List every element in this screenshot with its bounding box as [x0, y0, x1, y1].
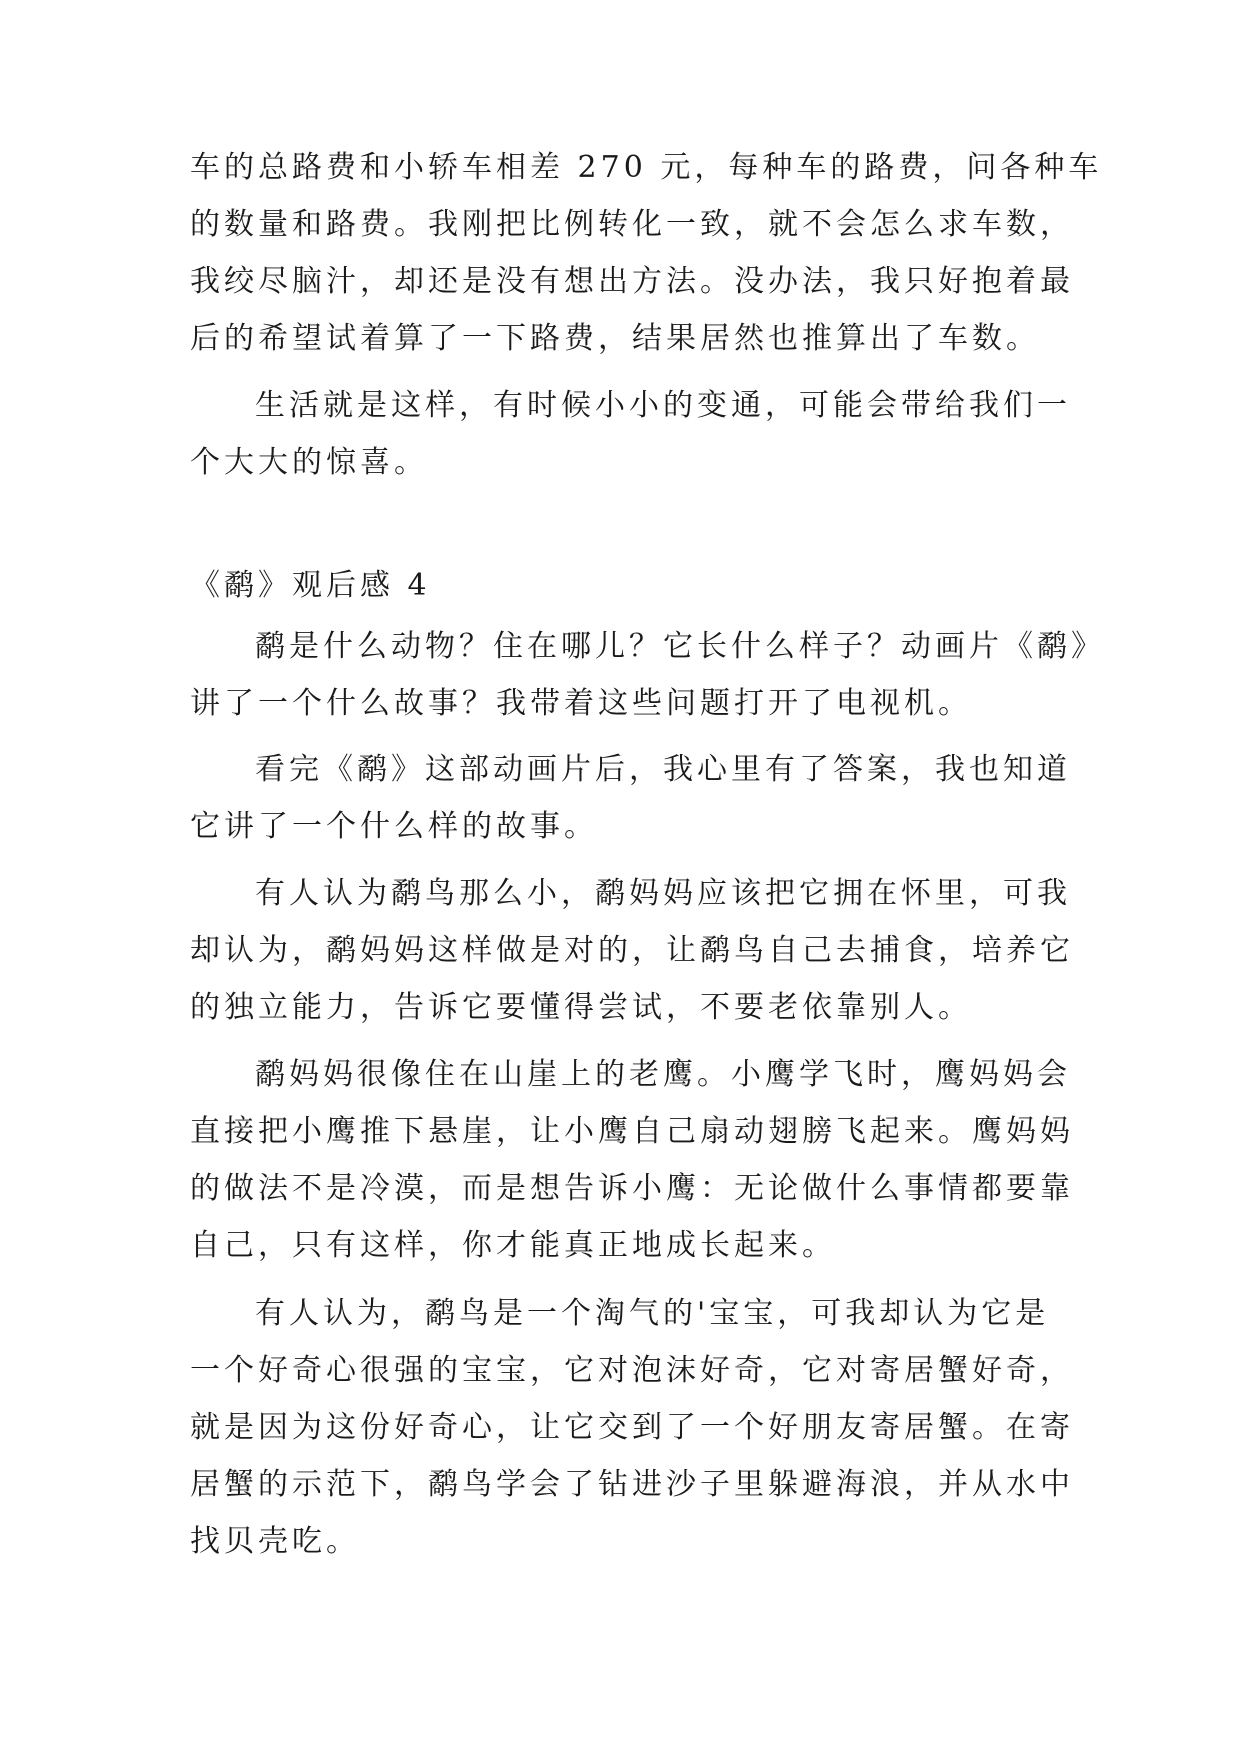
text-line: 看完《鹬》这部动画片后，我心里有了答案，我也知道 — [255, 752, 1071, 787]
text-line: 鹬是什么动物？住在哪儿？它长什么样子？动画片《鹬》 — [255, 629, 1105, 664]
text-line: 找贝壳吃。 — [190, 1524, 360, 1559]
text-line: 的独立能力，告诉它要懂得尝试，不要老依靠别人。 — [190, 990, 972, 1025]
text-line: 个大大的惊喜。 — [190, 445, 428, 480]
text-line: 的做法不是冷漠，而是想告诉小鹰：无论做什么事情都要靠 — [190, 1171, 1074, 1206]
text-line: 生活就是这样，有时候小小的变通，可能会带给我们一 — [255, 388, 1071, 423]
text-line: 一个好奇心很强的宝宝，它对泡沫好奇，它对寄居蟹好奇， — [190, 1353, 1074, 1388]
text-line: 讲了一个什么故事？我带着这些问题打开了电视机。 — [190, 686, 972, 721]
text-line: 的数量和路费。我刚把比例转化一致，就不会怎么求车数， — [190, 207, 1074, 242]
text-line: 有人认为，鹬鸟是一个淘气的'宝宝，可我却认为它是 — [255, 1296, 1050, 1331]
text-line: 它讲了一个什么样的故事。 — [190, 809, 598, 844]
text-line: 居蟹的示范下，鹬鸟学会了钻进沙子里躲避海浪，并从水中 — [190, 1467, 1074, 1502]
text-line: 我绞尽脑汁，却还是没有想出方法。没办法，我只好抱着最 — [190, 264, 1074, 299]
text-line: 却认为，鹬妈妈这样做是对的，让鹬鸟自己去捕食，培养它 — [190, 933, 1074, 968]
text-line: 鹬妈妈很像住在山崖上的老鹰。小鹰学飞时，鹰妈妈会 — [255, 1057, 1071, 1092]
text-line: 后的希望试着算了一下路费，结果居然也推算出了车数。 — [190, 321, 1040, 356]
text-line: 直接把小鹰推下悬崖，让小鹰自己扇动翅膀飞起来。鹰妈妈 — [190, 1114, 1074, 1149]
section-title: 《鹬》观后感 4 — [190, 568, 431, 603]
text-line: 车的总路费和小轿车相差 270 元，每种车的路费，问各种车 — [190, 150, 1103, 185]
text-line: 有人认为鹬鸟那么小，鹬妈妈应该把它拥在怀里，可我 — [255, 876, 1071, 911]
text-line: 就是因为这份好奇心，让它交到了一个好朋友寄居蟹。在寄 — [190, 1410, 1074, 1445]
text-line: 自己，只有这样，你才能真正地成长起来。 — [190, 1228, 836, 1263]
